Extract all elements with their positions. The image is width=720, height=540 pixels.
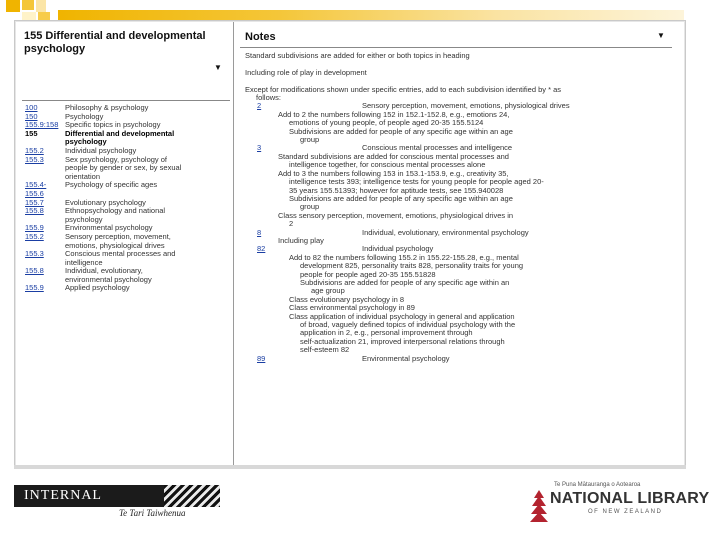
hierarchy-item-label: Applied psychology (65, 283, 130, 293)
note-line: people for people aged 20-35 155.51828 (300, 270, 436, 279)
divider (240, 47, 672, 48)
class-number-link[interactable]: 155.2 (25, 231, 44, 241)
note-line: Standard subdivisions are added for either or both topics in heading (245, 52, 470, 60)
class-number-link[interactable]: 155.4-155.6 (25, 180, 47, 198)
hierarchy-item-label: orientation (65, 171, 101, 181)
pane-divider[interactable] (233, 22, 234, 465)
class-number-link (25, 164, 65, 173)
note-line: 35 years 155.51393; however for aptitude tests, see 155.940028 (289, 186, 504, 195)
note-line: Standard subdivisions are added for conscious mental processes and (278, 152, 509, 161)
note-class-link[interactable]: 2 (257, 102, 262, 111)
note-class-link[interactable]: 3 (257, 144, 262, 153)
hierarchy-item-label: Specific topics in psychology (65, 120, 161, 130)
note-line: Subdivisions are added for people of any specific age within an age (289, 127, 513, 136)
note-line: emotions of young people, of people aged 20-35 155.5124 (289, 119, 484, 128)
hierarchy-item[interactable] (25, 250, 231, 259)
note-line: group (300, 203, 320, 212)
note-line (245, 355, 675, 363)
hierarchy-item[interactable] (25, 181, 231, 198)
notes-content (245, 52, 675, 363)
note-line: Add to 3 the numbers following 153 in 153.1-153.9, e.g., creativity 35, (278, 169, 509, 178)
hierarchy-item-label: emotions, physiological drives (65, 240, 165, 250)
note-line: Except for modifications shown under specific entries, add to each subdivision identified by * as (245, 85, 562, 94)
note-line (245, 77, 675, 85)
notes-title: Notes (245, 31, 276, 43)
note-line: development 825, personality traits 828, personality traits for young (300, 262, 524, 271)
note-text: Individual psychology (362, 245, 434, 254)
hierarchy-item-label: Differential and developmental (65, 128, 175, 138)
hierarchy-item-label: Individual, evolutionary, (65, 266, 143, 276)
hierarchy-item-label: Psychology (65, 111, 104, 121)
hierarchy-item (25, 164, 231, 173)
internal-affairs-maori-name: Te Tari Taiwhenua (119, 508, 186, 518)
deco-square (22, 0, 34, 10)
hierarchy-item-label: Individual psychology (65, 145, 137, 155)
note-line (245, 245, 675, 253)
note-line: Class application of individual psychology in general and application (289, 312, 515, 321)
note-text: Conscious mental processes and intelligence (362, 144, 513, 153)
note-class-link[interactable]: 82 (257, 245, 266, 254)
class-number-link[interactable]: 150 (25, 111, 38, 121)
hierarchy-item-label: Environmental psychology (65, 223, 153, 233)
fern-icon (528, 488, 550, 524)
note-line: 2 (289, 220, 294, 229)
note-line: group (300, 136, 320, 145)
note-line: Add to 2 the numbers following 152 in 152.1-152.8, e.g., emotions 24, (278, 110, 510, 119)
note-line: Including role of play in development (245, 68, 367, 77)
hierarchy-item-label: people by gender or sex, by sexual (65, 163, 182, 173)
deco-square (6, 0, 20, 12)
hierarchy-item-label: Psychology of specific ages (65, 180, 158, 190)
note-line: Class evolutionary psychology in 8 (289, 295, 405, 304)
note-line: of broad, vaguely defined topics of individual psychology with the (300, 321, 516, 329)
national-library-maori-name: Te Puna Mātauranga o Aotearoa (554, 482, 641, 488)
hierarchy-item-label: intelligence (65, 257, 103, 267)
hierarchy-item-label: Conscious mental processes and (65, 249, 176, 259)
note-class-link[interactable]: 89 (257, 354, 266, 363)
note-line: Add to 82 the numbers following 155.2 in 155.22-155.28, e.g., mental (289, 253, 519, 262)
note-line: intelligence together, for conscious mental processes alone (289, 161, 486, 170)
hierarchy-panel (16, 22, 232, 315)
note-line: follows: (256, 94, 282, 103)
class-number-link[interactable]: 155.8 (25, 266, 44, 276)
dropdown-arrow-icon[interactable]: ▼ (214, 63, 222, 72)
divider (22, 100, 230, 101)
hierarchy-item-label: environmental psychology (65, 274, 152, 284)
internal-affairs-logo (14, 485, 220, 525)
note-text: Individual, evolutionary, environmental psychology (362, 228, 529, 237)
note-line: self-esteem 82 (300, 346, 350, 355)
panel-title: 155 Differential and developmental psychology (24, 30, 206, 55)
hierarchy-list (25, 104, 231, 293)
class-number-link[interactable]: 155.3 (25, 249, 44, 259)
kowhaiwhai-pattern-icon (164, 485, 220, 507)
national-library-subtitle: OF NEW ZEALAND (588, 509, 663, 515)
class-number-link[interactable]: 100 (25, 103, 38, 112)
dropdown-arrow-icon[interactable]: ▼ (657, 31, 665, 40)
class-number-link[interactable]: 155.8 (25, 206, 44, 216)
hierarchy-item-label: Sensory perception, movement, (65, 231, 171, 241)
note-text: Sensory perception, movement, emotions, physiological drives (362, 102, 570, 111)
hierarchy-item-label: psychology (65, 137, 107, 147)
note-line: application in 2, e.g., personal improvement through (300, 329, 473, 338)
class-number-link[interactable]: 155.3 (25, 154, 44, 164)
class-number-link[interactable]: 155.9 (25, 283, 44, 293)
note-line: age group (311, 287, 345, 296)
internal-affairs-name: INTERNAL AFFAIRS (14, 485, 164, 507)
note-line: Class sensory perception, movement, emotions, physiological drives in (278, 211, 514, 220)
hierarchy-item[interactable] (25, 207, 231, 216)
hierarchy-item-label: Philosophy & psychology (65, 103, 149, 112)
note-line (245, 60, 675, 68)
class-number-link[interactable]: 155.2 (25, 145, 44, 155)
deco-square (36, 0, 46, 12)
note-line (245, 144, 675, 152)
class-number-link[interactable]: 155.9 (25, 223, 44, 233)
note-line: intelligence tests 393; intelligence tests for young people for people aged 20- (289, 178, 544, 187)
hierarchy-item-label: Sex psychology, psychology of (65, 154, 168, 164)
header-accent-bar (58, 10, 684, 20)
class-number-link[interactable]: 155 (25, 128, 38, 138)
hierarchy-item-label: psychology (65, 214, 103, 224)
class-number-link[interactable]: 155.7 (25, 197, 44, 207)
national-library-logo (528, 482, 714, 522)
note-line (245, 229, 675, 237)
note-line: self-actualization 21, improved interpersonal relations through (300, 337, 505, 346)
national-library-name: NATIONAL LIBRARY (550, 490, 710, 507)
note-line: Subdivisions are added for people of any specific age within an age (289, 194, 513, 203)
hierarchy-item-label: Ethnopsychology and national (65, 206, 166, 216)
hierarchy-item[interactable] (25, 104, 231, 113)
note-line: Class environmental psychology in 89 (289, 304, 415, 313)
class-number-link[interactable]: 155.9:158 (25, 120, 59, 130)
note-line: Subdivisions are added for people of any specific age within an (300, 278, 510, 287)
hierarchy-item-label: Evolutionary psychology (65, 197, 146, 207)
note-class-link[interactable]: 8 (257, 228, 262, 237)
hierarchy-item[interactable] (25, 284, 231, 293)
note-text: Environmental psychology (362, 354, 450, 363)
bottom-divider (14, 465, 686, 469)
hierarchy-item[interactable] (25, 130, 231, 139)
note-line: Including play (278, 236, 324, 245)
note-line (245, 102, 675, 110)
